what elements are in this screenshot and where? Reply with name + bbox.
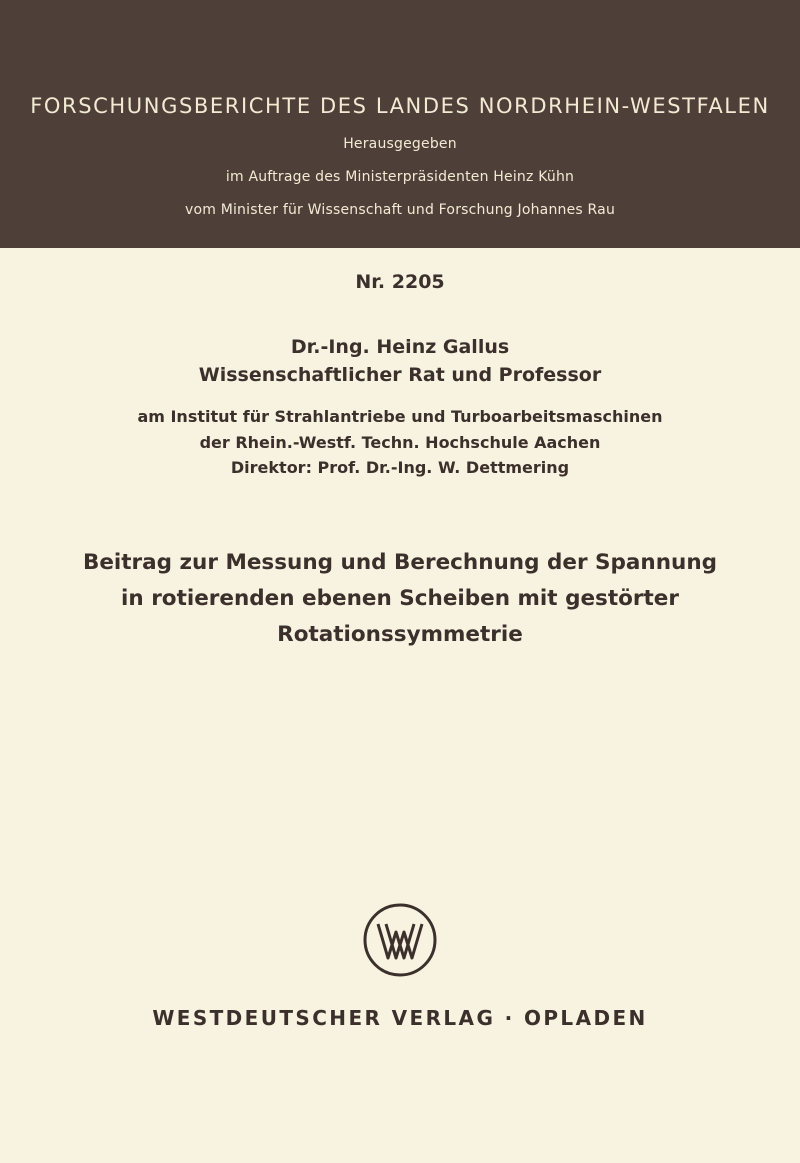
series-title: FORSCHUNGSBERICHTE DES LANDES NORDRHEIN-WESTFALEN	[30, 94, 770, 118]
title-line-2: in rotierenden ebenen Scheiben mit gestörter	[121, 586, 679, 611]
university-line: der Rhein.-Westf. Techn. Hochschule Aachen	[199, 433, 601, 452]
title-line-1: Beitrag zur Messung und Berechnung der Spannung	[82, 550, 718, 575]
header-commission-line: im Auftrage des Ministerpräsidenten Heinz Kühn	[225, 169, 575, 185]
wv-circle-logo-icon	[362, 902, 438, 978]
institute-line: am Institut für Strahlantriebe und Turboarbeitsmaschinen	[137, 407, 663, 426]
header-minister-line: vom Minister für Wissenschaft und Forschung Johannes Rau	[184, 202, 616, 218]
author-position: Wissenschaftlicher Rat und Professor	[198, 364, 602, 386]
director-line: Direktor: Prof. Dr.-Ing. W. Dettmering	[230, 458, 570, 477]
title-line-3: Rotationssymmetrie	[277, 622, 523, 647]
publisher-name: WESTDEUTSCHER VERLAG · OPLADEN	[152, 1006, 648, 1030]
report-number: Nr. 2205	[355, 271, 445, 293]
author-name: Dr.-Ing. Heinz Gallus	[290, 336, 510, 358]
header-band	[0, 0, 800, 248]
header-editor-line: Herausgegeben	[343, 136, 457, 152]
